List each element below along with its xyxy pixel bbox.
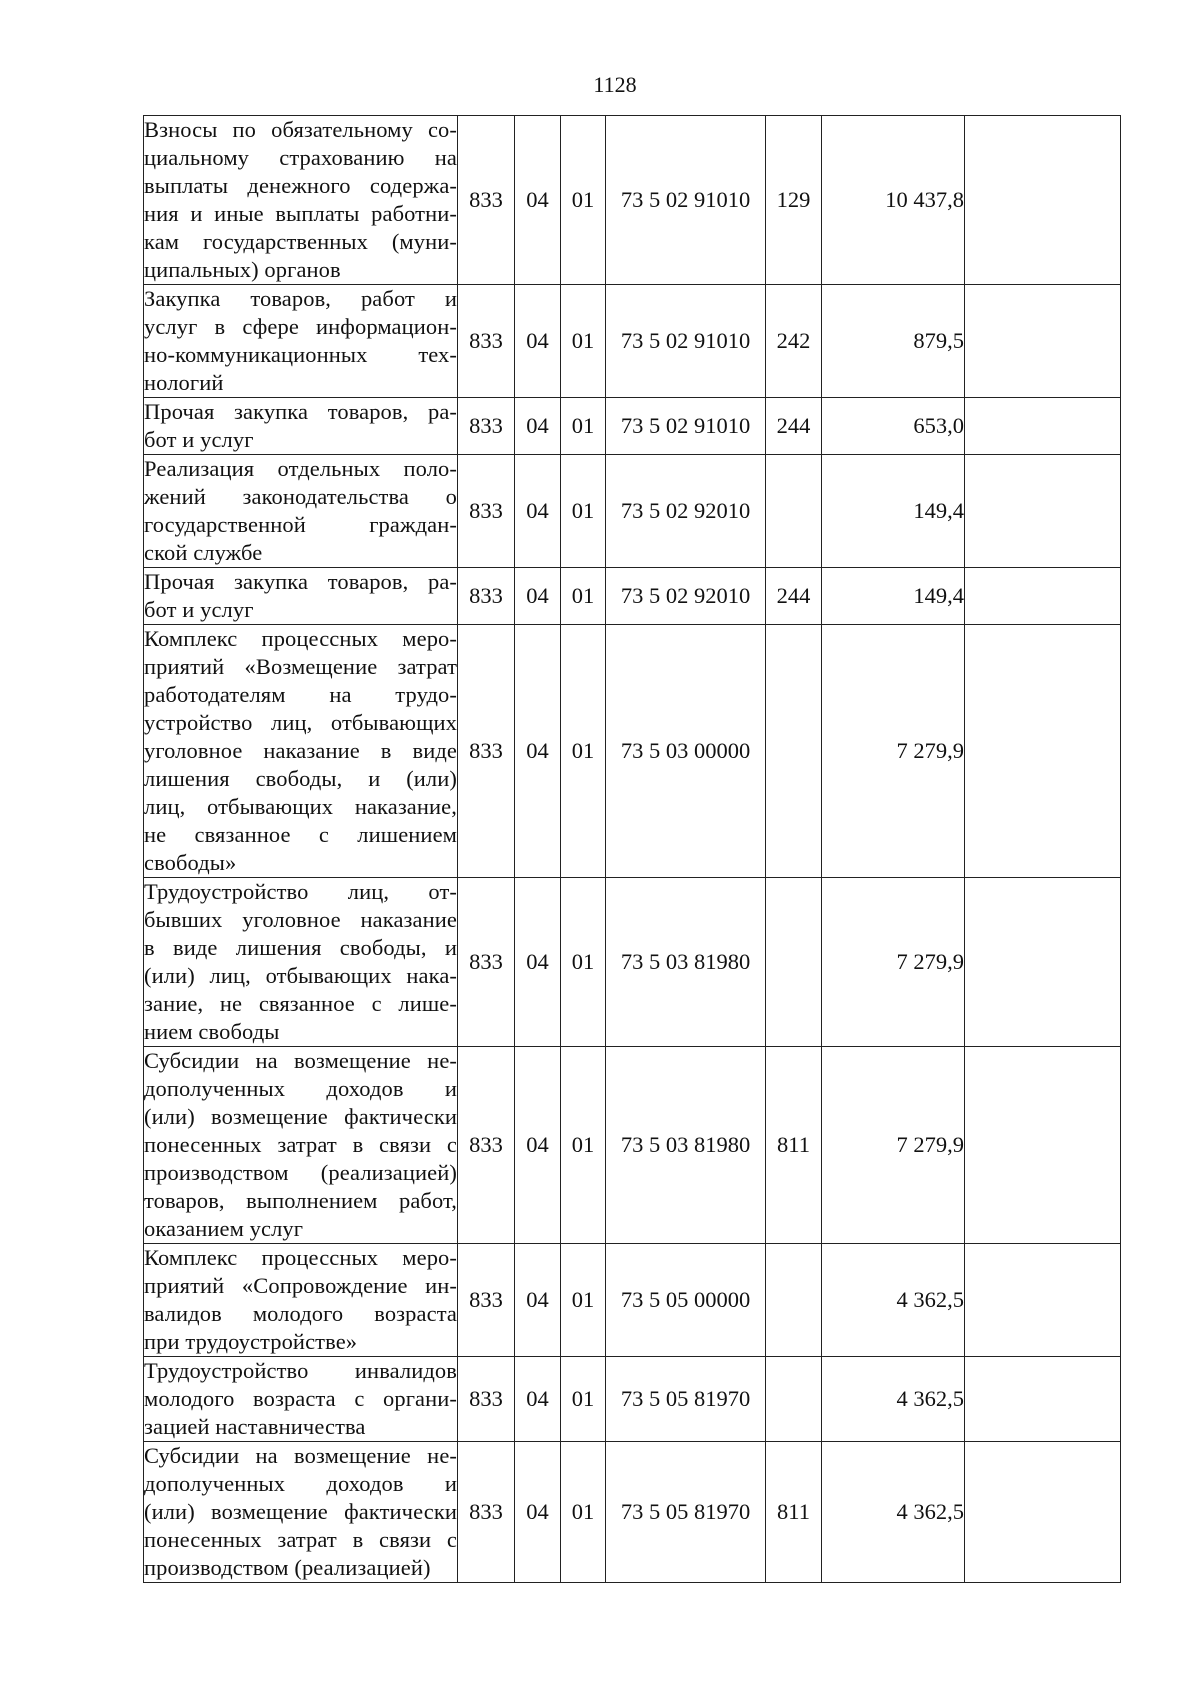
target-article-cell: 73 5 03 81980 — [606, 878, 766, 1047]
table-row — [144, 116, 1121, 285]
description-line: работодателям на трудо- — [144, 682, 457, 707]
table-row — [144, 878, 1121, 1047]
amount-cell: 4 362,5 — [822, 1244, 965, 1357]
expense-type-cell — [766, 625, 822, 878]
description-line: приятий «Сопровождение ин- — [144, 1273, 457, 1298]
ministry-code-cell: 833 — [458, 116, 515, 285]
row-description — [144, 1357, 458, 1442]
amount-cell: 4 362,5 — [822, 1357, 965, 1442]
table-row — [144, 1442, 1121, 1583]
extra-cell — [965, 1357, 1121, 1442]
extra-cell — [965, 1244, 1121, 1357]
expense-type-cell: 244 — [766, 568, 822, 625]
section-code-cell: 04 — [515, 116, 561, 285]
row-description — [144, 1047, 458, 1244]
description-line: устройство лиц, отбывающих — [144, 710, 457, 735]
description-line: приятий «Возмещение затрат — [144, 654, 457, 679]
section-code-cell: 04 — [515, 1442, 561, 1583]
subsection-code-cell: 01 — [561, 1244, 606, 1357]
description-line: бывших уголовное наказание — [144, 907, 457, 932]
table-row — [144, 1357, 1121, 1442]
row-description — [144, 285, 458, 398]
table-row — [144, 398, 1121, 455]
description-line: понесенных затрат в связи с — [144, 1132, 457, 1157]
description-line: зацией наставничества — [144, 1414, 366, 1439]
description-line: товаров, выполнением работ, — [144, 1188, 457, 1213]
description-line: нием свободы — [144, 1019, 280, 1044]
description-line: бот и услуг — [144, 597, 254, 622]
amount-cell: 4 362,5 — [822, 1442, 965, 1583]
amount-cell: 10 437,8 — [822, 116, 965, 285]
description-line: Закупка товаров, работ и — [144, 286, 457, 311]
target-article-cell: 73 5 02 91010 — [606, 398, 766, 455]
amount-cell: 149,4 — [822, 455, 965, 568]
row-description — [144, 1442, 458, 1583]
amount-cell: 653,0 — [822, 398, 965, 455]
ministry-code-cell: 833 — [458, 285, 515, 398]
description-line: молодого возраста с органи- — [144, 1386, 457, 1411]
table-body — [144, 116, 1121, 1583]
subsection-code-cell: 01 — [561, 116, 606, 285]
subsection-code-cell: 01 — [561, 1442, 606, 1583]
amount-cell: 149,4 — [822, 568, 965, 625]
amount-cell: 7 279,9 — [822, 1047, 965, 1244]
section-code-cell: 04 — [515, 625, 561, 878]
amount-cell: 879,5 — [822, 285, 965, 398]
description-line: ципальных) органов — [144, 257, 341, 282]
ministry-code-cell: 833 — [458, 1244, 515, 1357]
extra-cell — [965, 398, 1121, 455]
page-number: 1128 — [593, 72, 637, 97]
ministry-code-cell: 833 — [458, 878, 515, 1047]
description-line: ния и иные выплаты работни- — [144, 201, 457, 226]
subsection-code-cell: 01 — [561, 398, 606, 455]
target-article-cell: 73 5 02 92010 — [606, 568, 766, 625]
description-line: понесенных затрат в связи с — [144, 1527, 457, 1552]
description-line: Прочая закупка товаров, ра- — [144, 569, 457, 594]
extra-cell — [965, 878, 1121, 1047]
description-line: оказанием услуг — [144, 1216, 304, 1241]
description-line: в виде лишения свободы, и — [144, 935, 457, 960]
description-line: свободы» — [144, 850, 237, 875]
description-line: жений законодательства о — [144, 484, 457, 509]
target-article-cell: 73 5 05 81970 — [606, 1357, 766, 1442]
row-description — [144, 1244, 458, 1357]
subsection-code-cell: 01 — [561, 625, 606, 878]
description-line: но-коммуникационных тех- — [144, 342, 457, 367]
expense-type-cell: 811 — [766, 1047, 822, 1244]
row-description — [144, 398, 458, 455]
ministry-code-cell: 833 — [458, 1442, 515, 1583]
subsection-code-cell: 01 — [561, 455, 606, 568]
budget-table — [143, 115, 1121, 1583]
target-article-cell: 73 5 03 00000 — [606, 625, 766, 878]
extra-cell — [965, 455, 1121, 568]
expense-type-cell — [766, 1244, 822, 1357]
ministry-code-cell: 833 — [458, 568, 515, 625]
ministry-code-cell: 833 — [458, 1047, 515, 1244]
extra-cell — [965, 568, 1121, 625]
expense-type-cell — [766, 1357, 822, 1442]
section-code-cell: 04 — [515, 398, 561, 455]
description-line: бот и услуг — [144, 427, 254, 452]
table-row — [144, 568, 1121, 625]
amount-cell: 7 279,9 — [822, 625, 965, 878]
ministry-code-cell: 833 — [458, 455, 515, 568]
description-line: (или) возмещение фактически — [144, 1499, 457, 1524]
description-line: Трудоустройство лиц, от- — [144, 879, 457, 904]
description-line: Субсидии на возмещение не- — [144, 1443, 457, 1468]
description-line: производством (реализацией) — [144, 1160, 457, 1185]
table-row — [144, 625, 1121, 878]
description-line: ской службе — [144, 540, 263, 565]
section-code-cell: 04 — [515, 1047, 561, 1244]
amount-cell: 7 279,9 — [822, 878, 965, 1047]
description-line: Комплекс процессных меро- — [144, 626, 457, 651]
subsection-code-cell: 01 — [561, 1047, 606, 1244]
table-row — [144, 1047, 1121, 1244]
description-line: нологий — [144, 370, 224, 395]
description-line: Взносы по обязательному со- — [144, 117, 457, 142]
description-line: Прочая закупка товаров, ра- — [144, 399, 457, 424]
extra-cell — [965, 625, 1121, 878]
description-line: кам государственных (муни- — [144, 229, 457, 254]
target-article-cell: 73 5 02 92010 — [606, 455, 766, 568]
table-row — [144, 285, 1121, 398]
target-article-cell: 73 5 05 81970 — [606, 1442, 766, 1583]
expense-type-cell: 244 — [766, 398, 822, 455]
row-description — [144, 878, 458, 1047]
description-line: зание, не связанное с лише- — [144, 991, 457, 1016]
description-line: циальному страхованию на — [144, 145, 457, 170]
subsection-code-cell: 01 — [561, 878, 606, 1047]
subsection-code-cell: 01 — [561, 1357, 606, 1442]
description-line: государственной граждан- — [144, 512, 457, 537]
description-line: дополученных доходов и — [144, 1076, 457, 1101]
extra-cell — [965, 1442, 1121, 1583]
section-code-cell: 04 — [515, 568, 561, 625]
section-code-cell: 04 — [515, 285, 561, 398]
expense-type-cell: 242 — [766, 285, 822, 398]
expense-type-cell — [766, 878, 822, 1047]
description-line: Комплекс процессных меро- — [144, 1245, 457, 1270]
description-line: (или) лиц, отбывающих нака- — [144, 963, 457, 988]
row-description — [144, 568, 458, 625]
expense-type-cell: 811 — [766, 1442, 822, 1583]
table-row — [144, 455, 1121, 568]
target-article-cell: 73 5 05 00000 — [606, 1244, 766, 1357]
target-article-cell: 73 5 02 91010 — [606, 285, 766, 398]
extra-cell — [965, 285, 1121, 398]
description-line: (или) возмещение фактически — [144, 1104, 457, 1129]
expense-type-cell: 129 — [766, 116, 822, 285]
subsection-code-cell: 01 — [561, 568, 606, 625]
expense-type-cell — [766, 455, 822, 568]
description-line: дополученных доходов и — [144, 1471, 457, 1496]
section-code-cell: 04 — [515, 1357, 561, 1442]
table-row — [144, 1244, 1121, 1357]
ministry-code-cell: 833 — [458, 398, 515, 455]
target-article-cell: 73 5 03 81980 — [606, 1047, 766, 1244]
description-line: при трудоустройстве» — [144, 1329, 358, 1354]
description-line: не связанное с лишением — [144, 822, 457, 847]
extra-cell — [965, 1047, 1121, 1244]
description-line: производством (реализацией) — [144, 1555, 431, 1580]
extra-cell — [965, 116, 1121, 285]
description-line: выплаты денежного содержа- — [144, 173, 457, 198]
description-line: лишения свободы, и (или) — [144, 766, 457, 791]
section-code-cell: 04 — [515, 455, 561, 568]
subsection-code-cell: 01 — [561, 285, 606, 398]
description-line: Субсидии на возмещение не- — [144, 1048, 457, 1073]
description-line: Трудоустройство инвалидов — [144, 1358, 457, 1383]
section-code-cell: 04 — [515, 878, 561, 1047]
description-line: лиц, отбывающих наказание, — [144, 794, 457, 819]
row-description — [144, 116, 458, 285]
row-description — [144, 625, 458, 878]
target-article-cell: 73 5 02 91010 — [606, 116, 766, 285]
description-line: услуг в сфере информацион- — [144, 314, 457, 339]
ministry-code-cell: 833 — [458, 1357, 515, 1442]
ministry-code-cell: 833 — [458, 625, 515, 878]
row-description — [144, 455, 458, 568]
description-line: валидов молодого возраста — [144, 1301, 457, 1326]
section-code-cell: 04 — [515, 1244, 561, 1357]
description-line: уголовное наказание в виде — [144, 738, 457, 763]
description-line: Реализация отдельных поло- — [144, 456, 457, 481]
